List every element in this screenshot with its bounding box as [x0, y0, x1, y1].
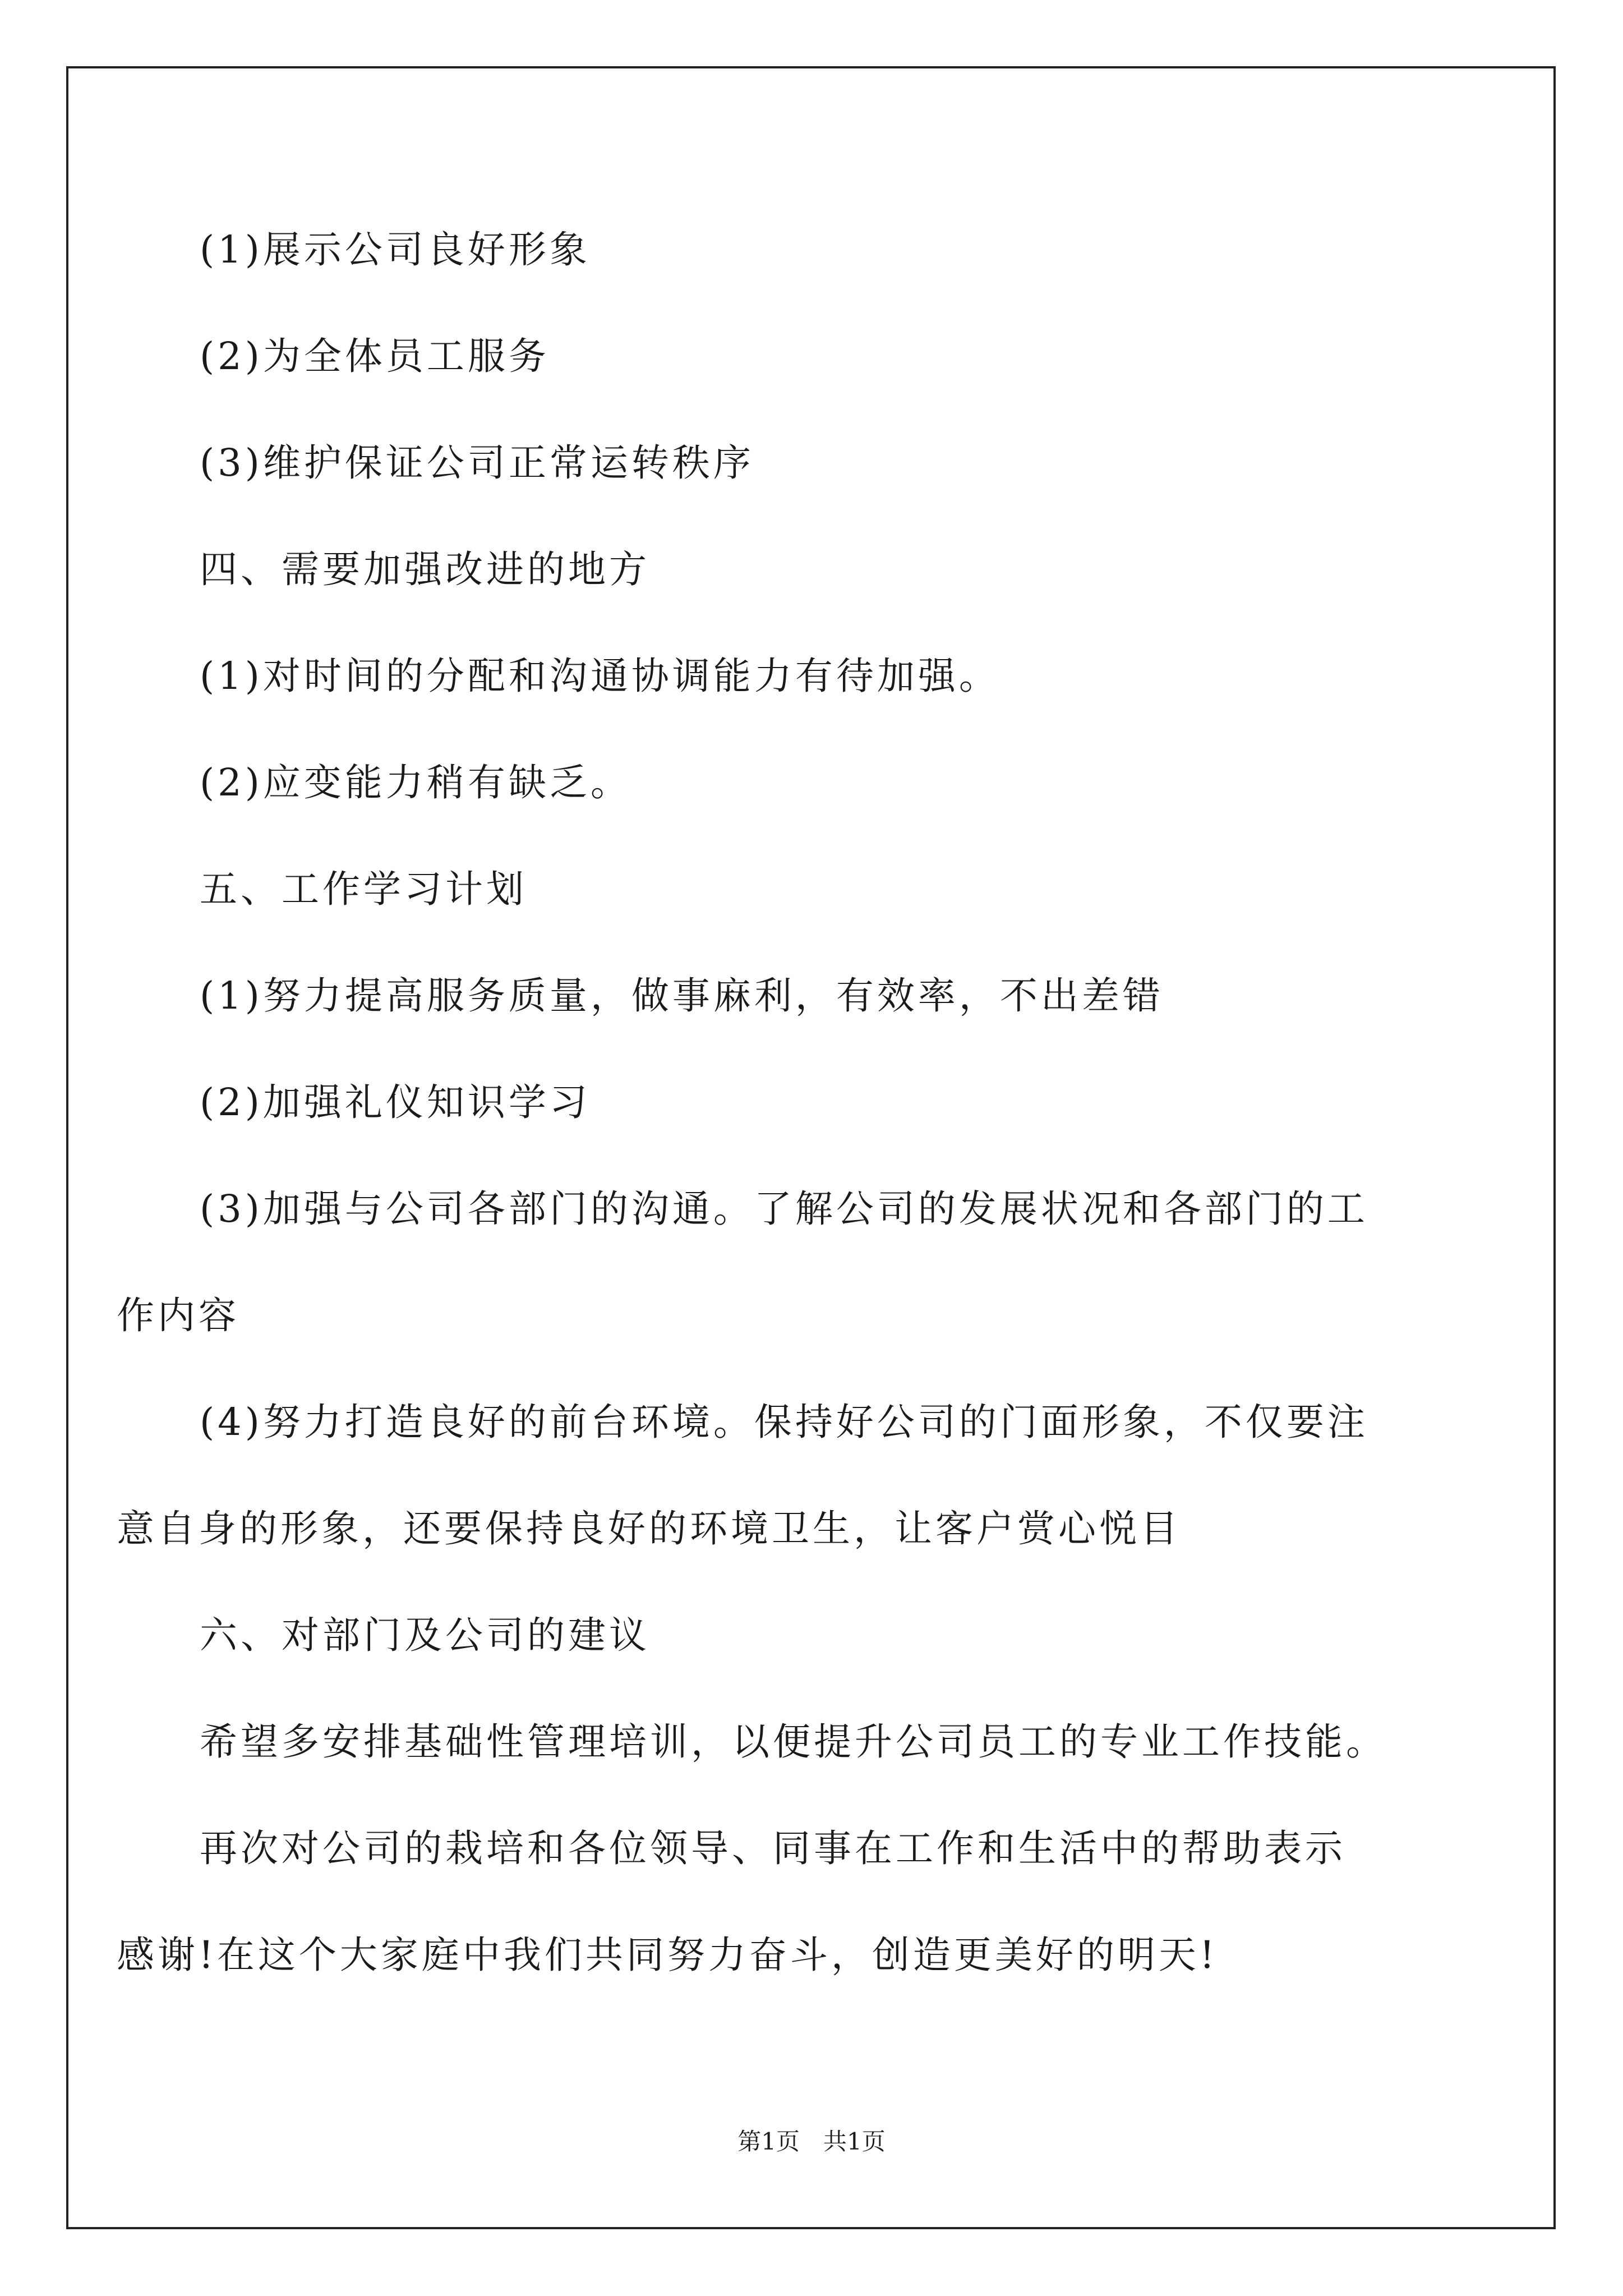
list-item: (1)对时间的分配和沟通协调能力有待加强。: [200, 654, 1000, 698]
list-item: (2)应变能力稍有缺乏。: [200, 761, 631, 804]
list-item: (2)加强礼仪知识学习: [200, 1080, 591, 1124]
list-item: (1)努力提高服务质量，做事麻利，有效率，不出差错: [200, 974, 1164, 1018]
paragraph: 希望多安排基础性管理培训，以便提升公司员工的专业工作技能。: [200, 1720, 1387, 1764]
section-heading: 五、工作学习计划: [200, 867, 527, 911]
section-heading: 六、对部门及公司的建议: [200, 1613, 650, 1657]
page-number-footer: 第1页 共1页: [737, 2128, 886, 2155]
list-item: (2)为全体员工服务: [200, 334, 550, 378]
list-item: (3)加强与公司各部门的沟通。了解公司的发展状况和各部门的工: [200, 1187, 1368, 1231]
list-item-continuation: 作内容: [117, 1294, 239, 1337]
list-item-continuation: 意自身的形象，还要保持良好的环境卫生，让客户赏心悦目: [117, 1507, 1181, 1550]
paragraph-continuation: 感谢!在这个大家庭中我们共同努力奋斗，创造更美好的明天!: [117, 1933, 1218, 1977]
list-item: (1)展示公司良好形象: [200, 228, 591, 272]
list-item: (3)维护保证公司正常运转秩序: [200, 441, 754, 485]
paragraph: 再次对公司的栽培和各位领导、同事在工作和生活中的帮助表示: [200, 1826, 1346, 1870]
list-item: (4)努力打造良好的前台环境。保持好公司的门面形象，不仅要注: [200, 1400, 1368, 1444]
page-border: [66, 66, 1556, 2229]
section-heading: 四、需要加强改进的地方: [200, 547, 650, 591]
